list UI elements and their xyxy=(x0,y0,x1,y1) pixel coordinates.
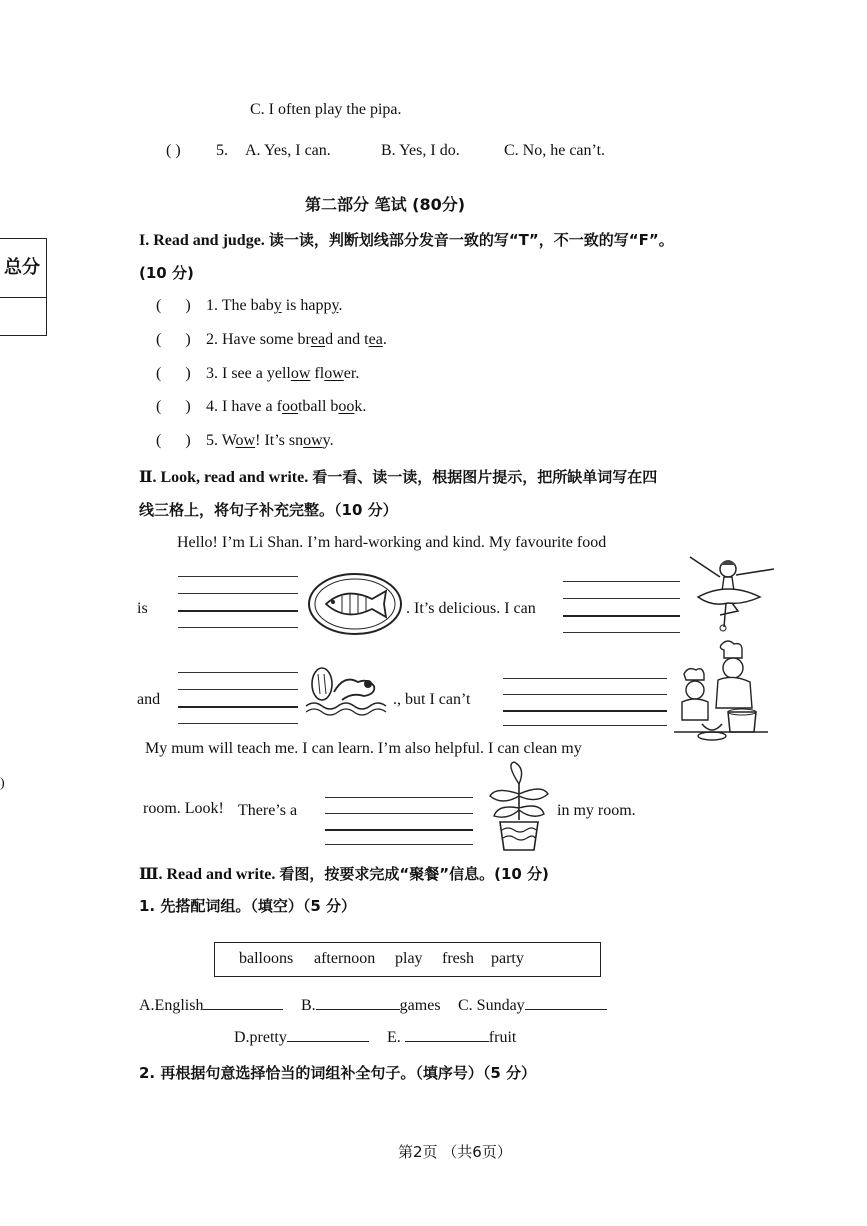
blank-b[interactable] xyxy=(316,995,400,1010)
phrase-b: B. games xyxy=(301,997,441,1014)
swimmer-icon xyxy=(302,660,392,720)
blank-c[interactable] xyxy=(525,995,607,1010)
phrase-c: C. Sunday xyxy=(458,995,607,1015)
option-a: A. Yes, I can. xyxy=(245,142,331,159)
section1-points: (10 分) xyxy=(139,264,194,282)
four-line-grid-1[interactable] xyxy=(178,576,298,628)
potted-plant-icon xyxy=(486,760,552,854)
score-box-label: 总分 xyxy=(4,257,40,278)
four-line-grid-2[interactable] xyxy=(563,581,680,633)
word-is: is xyxy=(137,600,148,617)
sentence-room-look: room. Look! xyxy=(143,800,224,817)
option-b: B. Yes, I do. xyxy=(381,142,460,159)
sentence-but-cant: ., but I can’t xyxy=(393,691,471,708)
judge-item-4: ( ) 4. I have a football book. xyxy=(156,398,367,415)
answer-paren[interactable]: ( ) xyxy=(156,365,191,382)
word-bank-item: fresh xyxy=(442,950,474,967)
answer-paren[interactable]: ( ) xyxy=(156,432,191,449)
word-and: and xyxy=(137,691,161,708)
judge-item-1: ( ) 1. The baby is happy. xyxy=(156,297,343,314)
sentence-theres-a: There’s a xyxy=(238,802,298,819)
blank-e[interactable] xyxy=(405,1027,489,1042)
judge-item-3: ( ) 3. I see a yellow flower. xyxy=(156,365,360,382)
judge-item-5: ( ) 5. Wow! It’s snowy. xyxy=(156,432,334,449)
phrase-d: D.pretty xyxy=(234,1027,369,1047)
word-bank-box xyxy=(214,942,601,977)
section2-title-line2: 线三格上，将句子补充完整。（10 分） xyxy=(139,501,398,519)
phrase-e: E. fruit xyxy=(387,1029,517,1046)
passage-line-4: My mum will teach me. I can learn. I’m also helpful. I can clean my xyxy=(145,740,582,757)
page-footer: 第2页 （共6页） xyxy=(398,1143,512,1161)
judge-item-2: ( ) 2. Have some bread and tea. xyxy=(156,331,387,348)
option-c: C. No, he can’t. xyxy=(504,142,606,159)
answer-paren[interactable]: ( ) xyxy=(166,142,181,159)
word-bank-item: afternoon xyxy=(314,950,376,967)
four-line-grid-5[interactable] xyxy=(325,797,473,845)
blank-a[interactable] xyxy=(203,995,283,1010)
passage-line-1: Hello! I’m Li Shan. I’m hard-working and kind. My favourite food xyxy=(177,534,607,551)
ballerina-icon xyxy=(680,551,778,633)
cooking-chefs-icon xyxy=(672,638,770,742)
sentence-delicious: . It’s delicious. I can xyxy=(406,600,536,617)
section2-title: Ⅱ. Look, read and write. 看一看、读一读，根据图片提示，把所缺单词写在四 xyxy=(139,468,658,486)
answer-paren[interactable]: ( ) xyxy=(156,297,191,314)
word-bank-item: balloons xyxy=(239,950,294,967)
four-line-grid-3[interactable] xyxy=(178,672,298,724)
option-c-previous: C. I often play the pipa. xyxy=(250,101,402,118)
section3-sub2: 2. 再根据句意选择恰当的词组补全句子。（填序号）（5 分） xyxy=(139,1064,537,1082)
sentence-in-my-room: in my room. xyxy=(557,802,636,819)
score-box xyxy=(0,238,47,336)
blank-d[interactable] xyxy=(287,1027,369,1042)
answer-paren[interactable]: ( ) xyxy=(156,331,191,348)
margin-paren: ) xyxy=(0,776,5,791)
four-line-grid-4[interactable] xyxy=(503,678,667,726)
phrase-a: A.English xyxy=(139,995,283,1015)
section3-sub1: 1. 先搭配词组。（填空）（5 分） xyxy=(139,897,357,915)
section1-title: I. Read and judge. 读一读，判断划线部分发音一致的写“T”，不一致的写“F”。 xyxy=(139,231,674,249)
word-bank-item: play xyxy=(395,950,423,967)
section3-title: Ⅲ. Read and write. 看图，按要求完成“聚餐”信息。(10 分) xyxy=(139,865,549,883)
fish-plate-icon xyxy=(306,571,404,637)
word-bank-item: party xyxy=(491,950,524,967)
part2-title: 第二部分 笔试 (80分) xyxy=(305,195,466,214)
question-number: 5. xyxy=(216,142,228,159)
answer-paren[interactable]: ( ) xyxy=(156,398,191,415)
